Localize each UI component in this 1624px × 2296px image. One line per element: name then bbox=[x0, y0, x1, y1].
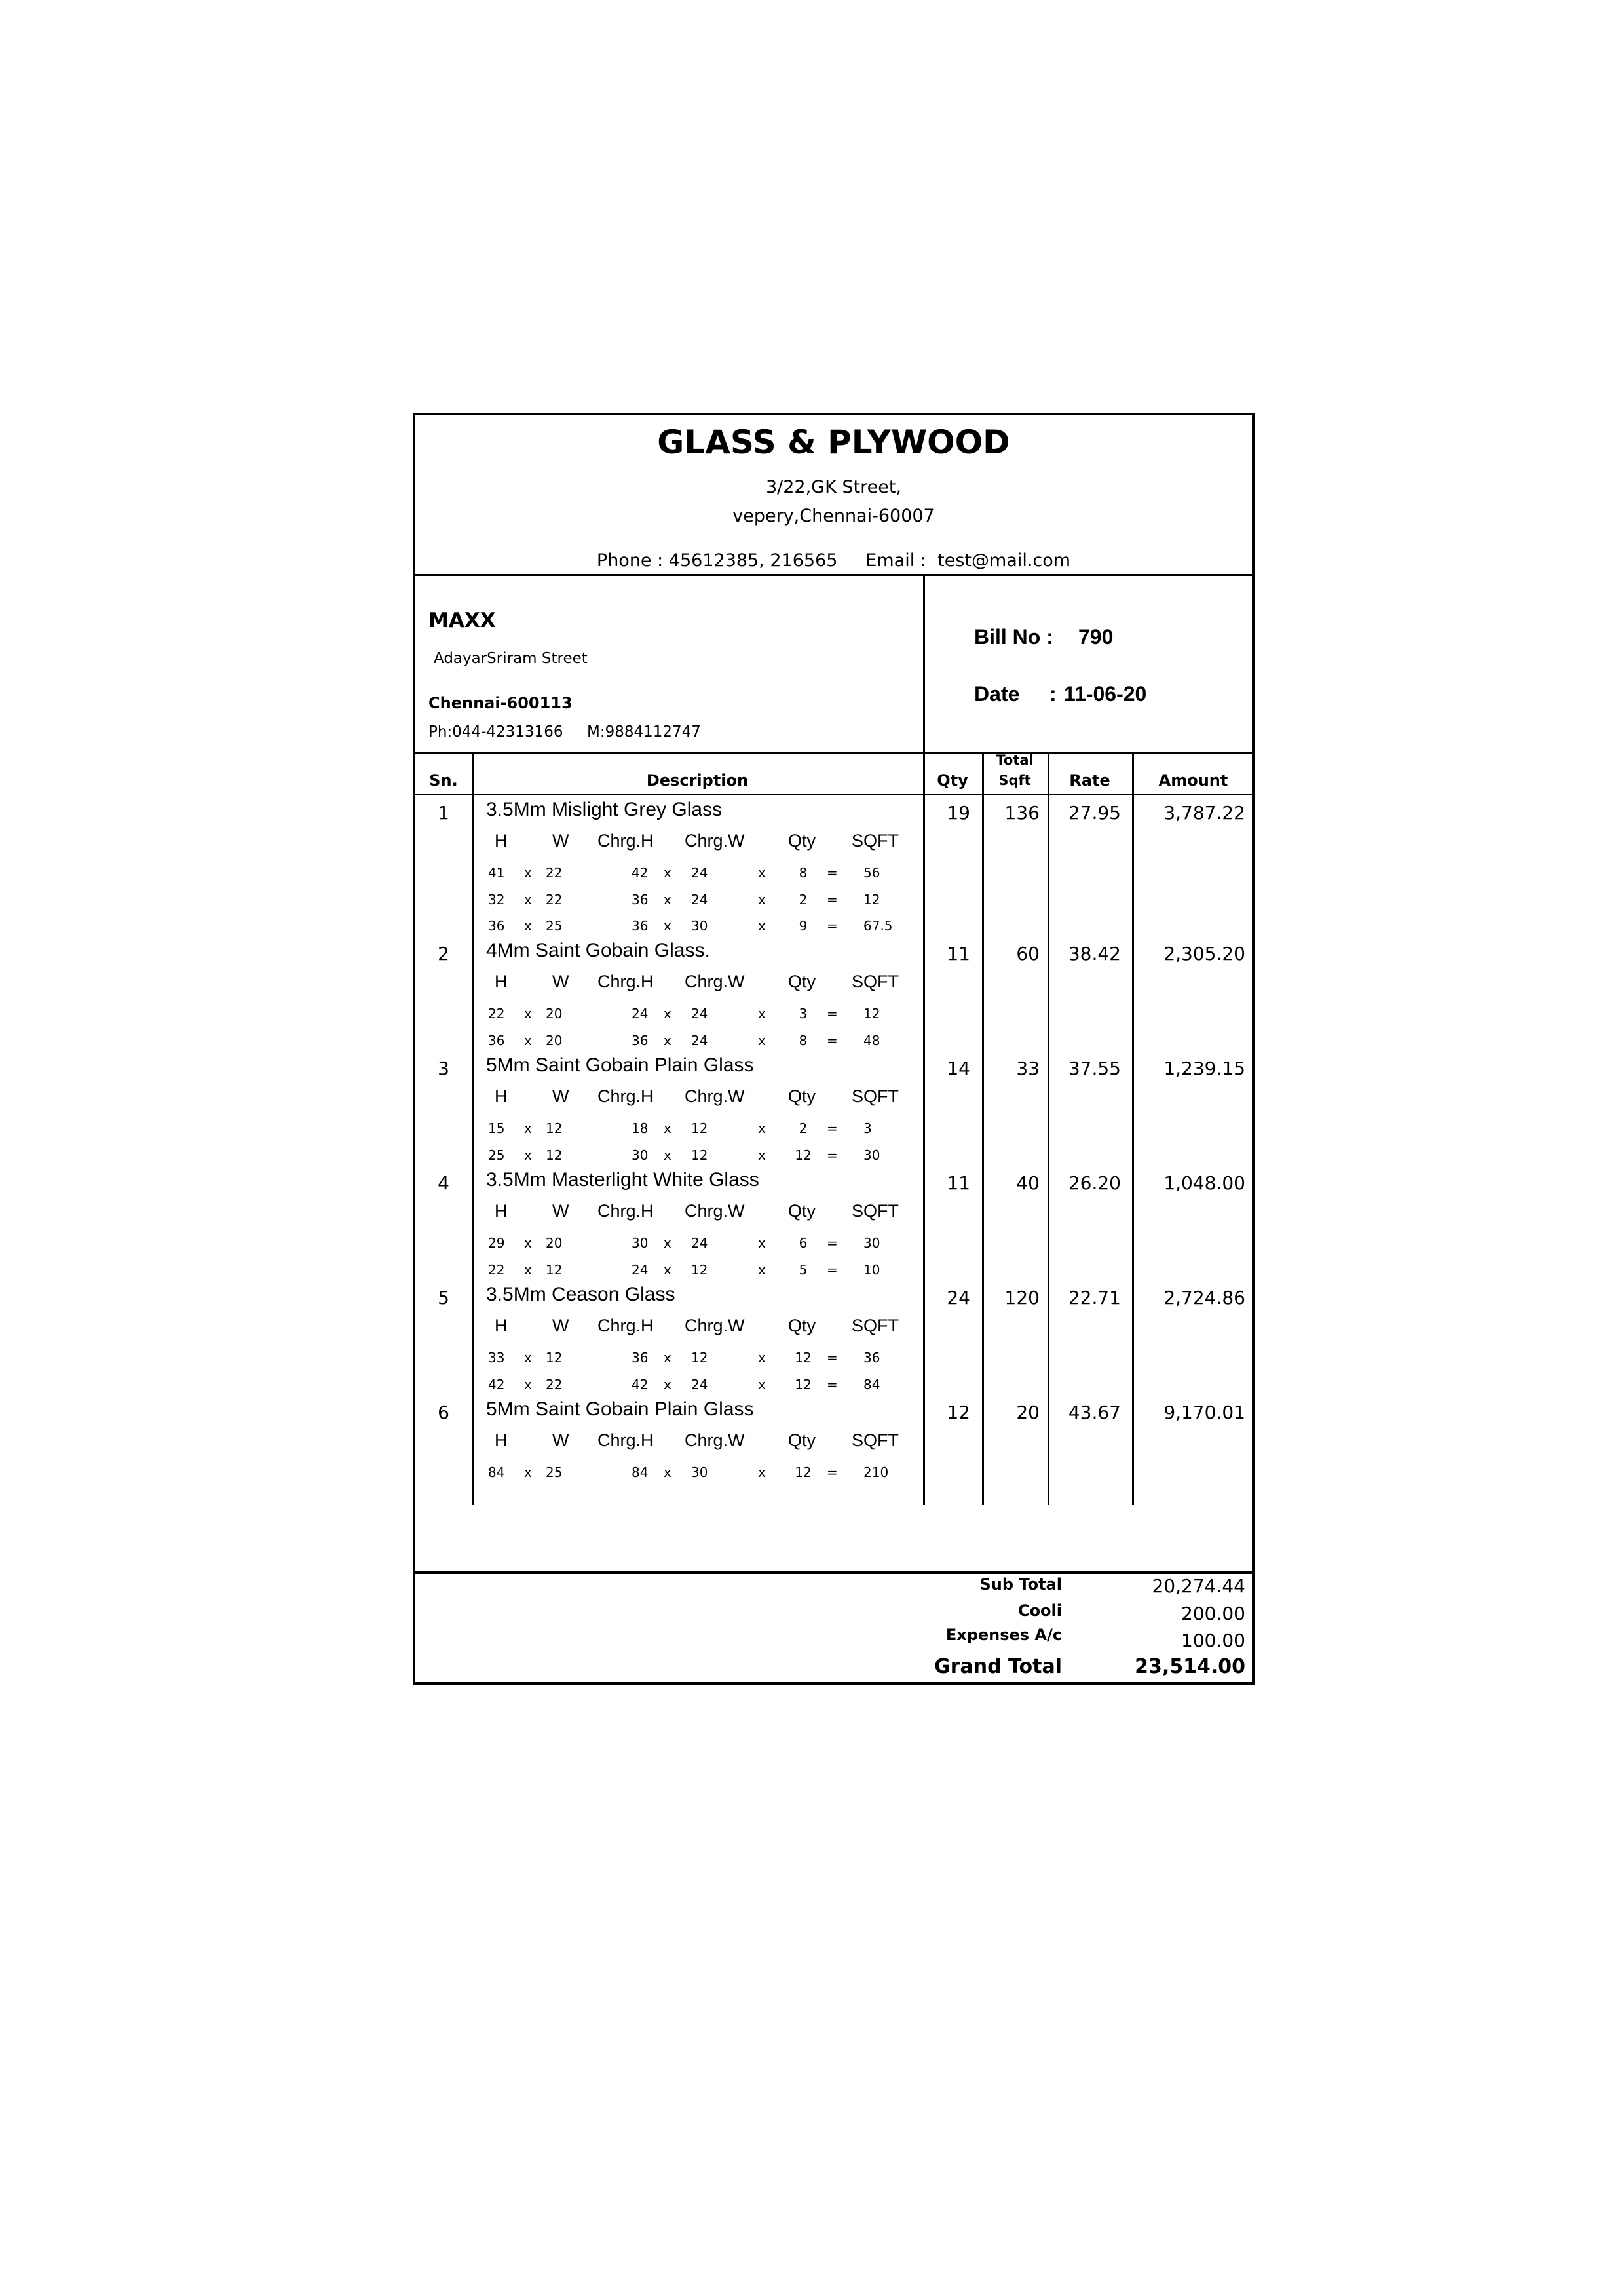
equals-sign: = bbox=[827, 892, 838, 908]
measure-h: 32 bbox=[488, 892, 505, 908]
subheader-chrg-w: Chrg.W bbox=[685, 831, 745, 851]
measure-sqft: 84 bbox=[863, 1377, 880, 1392]
measure-chrg-w: 12 bbox=[691, 1262, 708, 1278]
equals-sign: = bbox=[827, 1235, 838, 1251]
item-rate: 22.71 bbox=[1068, 1287, 1121, 1309]
times-sign: x bbox=[758, 1262, 766, 1278]
subheader-sqft: SQFT bbox=[852, 1430, 899, 1450]
subheader-sqft: SQFT bbox=[852, 1086, 899, 1106]
customer-phone: Ph:044-42313166 M:9884112747 bbox=[428, 723, 701, 740]
measure-h: 42 bbox=[488, 1377, 505, 1392]
measure-w: 20 bbox=[546, 1006, 563, 1022]
times-sign: x bbox=[524, 1464, 532, 1480]
subheader-chrg-h: Chrg.H bbox=[597, 831, 654, 851]
subheader-sqft: SQFT bbox=[852, 972, 899, 991]
item-rate: 37.55 bbox=[1068, 1058, 1121, 1079]
measure-h: 25 bbox=[488, 1147, 505, 1163]
times-sign: x bbox=[664, 1033, 671, 1048]
times-sign: x bbox=[524, 1120, 532, 1136]
item-qty: 14 bbox=[947, 1058, 970, 1079]
times-sign: x bbox=[524, 1350, 532, 1366]
measure-sqft: 30 bbox=[863, 1235, 880, 1251]
measure-chrg-w: 24 bbox=[691, 892, 708, 908]
subheader-qty: Qty bbox=[788, 831, 816, 851]
subheader-h: H bbox=[495, 1201, 508, 1221]
subheader-w: W bbox=[552, 1201, 569, 1221]
customer-city: Chennai-600113 bbox=[428, 694, 573, 712]
measure-w: 22 bbox=[546, 1377, 563, 1392]
bill-date: 11-06-20 bbox=[1064, 682, 1147, 706]
item-rate: 27.95 bbox=[1068, 802, 1121, 824]
equals-sign: = bbox=[827, 865, 838, 881]
subheader-w: W bbox=[552, 1430, 569, 1450]
times-sign: x bbox=[758, 892, 766, 908]
header-total-sqft-line1: Total bbox=[996, 752, 1034, 768]
header-divider bbox=[415, 574, 1252, 576]
subheader-chrg-w: Chrg.W bbox=[685, 1201, 745, 1221]
measure-w: 20 bbox=[546, 1235, 563, 1251]
measure-sqft: 67.5 bbox=[863, 918, 893, 934]
subheader-w: W bbox=[552, 972, 569, 991]
measure-chrg-h: 30 bbox=[632, 1235, 649, 1251]
measure-chrg-h: 36 bbox=[632, 1033, 649, 1048]
item-total-sqft: 60 bbox=[1016, 943, 1040, 965]
header-amount: Amount bbox=[1158, 771, 1228, 790]
measure-w: 22 bbox=[546, 892, 563, 908]
sub-total-value: 20,274.44 bbox=[1152, 1575, 1245, 1597]
times-sign: x bbox=[664, 892, 671, 908]
header-description: Description bbox=[646, 771, 749, 790]
measure-w: 25 bbox=[546, 1464, 563, 1480]
cooli-value: 200.00 bbox=[1181, 1603, 1245, 1624]
subheader-chrg-w: Chrg.W bbox=[685, 1086, 745, 1106]
equals-sign: = bbox=[827, 1464, 838, 1480]
item-amount: 2,305.20 bbox=[1163, 943, 1245, 965]
times-sign: x bbox=[664, 1006, 671, 1022]
times-sign: x bbox=[758, 1350, 766, 1366]
invoice bbox=[413, 413, 1255, 1685]
measure-chrg-h: 30 bbox=[632, 1147, 649, 1163]
times-sign: x bbox=[664, 1235, 671, 1251]
grand-total-value: 23,514.00 bbox=[1135, 1655, 1245, 1678]
measure-sqft: 30 bbox=[863, 1147, 880, 1163]
measure-w: 22 bbox=[546, 865, 563, 881]
measure-sqft: 12 bbox=[863, 1006, 880, 1022]
subheader-h: H bbox=[495, 1086, 508, 1106]
subheader-w: W bbox=[552, 831, 569, 851]
table-header-divider bbox=[415, 794, 1252, 795]
times-sign: x bbox=[664, 865, 671, 881]
subheader-chrg-h: Chrg.H bbox=[597, 972, 654, 991]
times-sign: x bbox=[664, 1147, 671, 1163]
measure-qty: 3 bbox=[799, 1006, 808, 1022]
item-description: 5Mm Saint Gobain Plain Glass bbox=[486, 1398, 754, 1420]
column-line-qty bbox=[982, 752, 984, 1505]
measure-chrg-h: 36 bbox=[632, 1350, 649, 1366]
measure-chrg-w: 24 bbox=[691, 1377, 708, 1392]
measure-chrg-w: 12 bbox=[691, 1120, 708, 1136]
measure-w: 12 bbox=[546, 1262, 563, 1278]
column-line-sn bbox=[472, 752, 474, 1505]
times-sign: x bbox=[758, 1464, 766, 1480]
item-description: 3.5Mm Mislight Grey Glass bbox=[486, 799, 723, 820]
item-sn: 2 bbox=[438, 943, 449, 965]
measure-h: 29 bbox=[488, 1235, 505, 1251]
measure-h: 36 bbox=[488, 1033, 505, 1048]
item-qty: 24 bbox=[947, 1287, 970, 1309]
times-sign: x bbox=[664, 918, 671, 934]
measure-chrg-w: 12 bbox=[691, 1350, 708, 1366]
column-line-description bbox=[923, 752, 925, 1505]
times-sign: x bbox=[758, 1377, 766, 1392]
column-line-rate bbox=[1132, 752, 1134, 1505]
measure-h: 33 bbox=[488, 1350, 505, 1366]
subheader-chrg-h: Chrg.H bbox=[597, 1316, 654, 1335]
item-rate: 38.42 bbox=[1068, 943, 1121, 965]
measure-w: 25 bbox=[546, 918, 563, 934]
header-rate: Rate bbox=[1069, 771, 1110, 790]
measure-sqft: 3 bbox=[863, 1120, 872, 1136]
measure-qty: 5 bbox=[799, 1262, 808, 1278]
customer-street: AdayarSriram Street bbox=[434, 650, 588, 667]
measure-chrg-h: 42 bbox=[632, 1377, 649, 1392]
company-address-line1: 3/22,GK Street, bbox=[765, 477, 902, 497]
subheader-chrg-h: Chrg.H bbox=[597, 1086, 654, 1106]
item-total-sqft: 33 bbox=[1016, 1058, 1040, 1079]
equals-sign: = bbox=[827, 1262, 838, 1278]
times-sign: x bbox=[758, 1235, 766, 1251]
bill-number: 790 bbox=[1078, 625, 1114, 649]
item-amount: 1,048.00 bbox=[1163, 1172, 1245, 1194]
times-sign: x bbox=[524, 918, 532, 934]
item-sn: 5 bbox=[438, 1287, 449, 1309]
item-qty: 19 bbox=[947, 802, 970, 824]
bill-date-label: Date bbox=[974, 682, 1020, 706]
measure-qty: 8 bbox=[799, 1033, 808, 1048]
item-sn: 3 bbox=[438, 1058, 449, 1079]
item-sn: 4 bbox=[438, 1172, 449, 1194]
measure-qty: 8 bbox=[799, 865, 808, 881]
measure-chrg-w: 30 bbox=[691, 1464, 708, 1480]
subheader-h: H bbox=[495, 831, 508, 851]
measure-chrg-h: 42 bbox=[632, 865, 649, 881]
subheader-chrg-h: Chrg.H bbox=[597, 1430, 654, 1450]
measure-chrg-w: 24 bbox=[691, 1006, 708, 1022]
item-amount: 1,239.15 bbox=[1163, 1058, 1245, 1079]
equals-sign: = bbox=[827, 1147, 838, 1163]
item-total-sqft: 136 bbox=[1004, 802, 1040, 824]
measure-chrg-h: 36 bbox=[632, 918, 649, 934]
cooli-label: Cooli bbox=[1017, 1601, 1062, 1620]
measure-qty: 12 bbox=[795, 1147, 812, 1163]
measure-chrg-w: 24 bbox=[691, 1235, 708, 1251]
measure-qty: 12 bbox=[795, 1350, 812, 1366]
subheader-qty: Qty bbox=[788, 1316, 816, 1335]
times-sign: x bbox=[664, 1262, 671, 1278]
subheader-sqft: SQFT bbox=[852, 1316, 899, 1335]
subheader-h: H bbox=[495, 972, 508, 991]
times-sign: x bbox=[524, 1147, 532, 1163]
measure-qty: 12 bbox=[795, 1464, 812, 1480]
expenses-label: Expenses A/c bbox=[945, 1626, 1062, 1644]
subheader-sqft: SQFT bbox=[852, 831, 899, 851]
measure-chrg-w: 24 bbox=[691, 1033, 708, 1048]
subheader-chrg-w: Chrg.W bbox=[685, 972, 745, 991]
measure-chrg-w: 30 bbox=[691, 918, 708, 934]
company-name: GLASS & PLYWOOD bbox=[657, 423, 1010, 461]
times-sign: x bbox=[758, 1147, 766, 1163]
times-sign: x bbox=[524, 892, 532, 908]
equals-sign: = bbox=[827, 1120, 838, 1136]
measure-h: 22 bbox=[488, 1262, 505, 1278]
times-sign: x bbox=[664, 1350, 671, 1366]
item-sn: 6 bbox=[438, 1402, 449, 1423]
customer-bill-divider bbox=[923, 574, 925, 752]
measure-chrg-h: 18 bbox=[632, 1120, 649, 1136]
item-amount: 3,787.22 bbox=[1163, 802, 1245, 824]
times-sign: x bbox=[758, 918, 766, 934]
measure-sqft: 48 bbox=[863, 1033, 880, 1048]
item-description: 3.5Mm Masterlight White Glass bbox=[486, 1169, 759, 1191]
measure-sqft: 12 bbox=[863, 892, 880, 908]
item-rate: 26.20 bbox=[1068, 1172, 1121, 1194]
times-sign: x bbox=[524, 1033, 532, 1048]
item-rate: 43.67 bbox=[1068, 1402, 1121, 1423]
measure-chrg-h: 84 bbox=[632, 1464, 649, 1480]
item-total-sqft: 40 bbox=[1016, 1172, 1040, 1194]
times-sign: x bbox=[758, 1033, 766, 1048]
item-qty: 11 bbox=[947, 1172, 970, 1194]
company-contact: Phone : 45612385, 216565 Email : test@mail.com bbox=[596, 550, 1071, 571]
grand-total-label: Grand Total bbox=[934, 1655, 1062, 1678]
times-sign: x bbox=[664, 1120, 671, 1136]
sub-total-label: Sub Total bbox=[979, 1575, 1062, 1594]
measure-h: 41 bbox=[488, 865, 505, 881]
item-description: 3.5Mm Ceason Glass bbox=[486, 1284, 675, 1305]
subheader-qty: Qty bbox=[788, 1201, 816, 1221]
measure-h: 84 bbox=[488, 1464, 505, 1480]
times-sign: x bbox=[524, 1262, 532, 1278]
measure-w: 12 bbox=[546, 1120, 563, 1136]
measure-chrg-w: 12 bbox=[691, 1147, 708, 1163]
measure-sqft: 10 bbox=[863, 1262, 880, 1278]
expenses-value: 100.00 bbox=[1181, 1630, 1245, 1651]
subheader-w: W bbox=[552, 1316, 569, 1335]
item-sn: 1 bbox=[438, 802, 449, 824]
bill-date-separator: : bbox=[1049, 682, 1057, 706]
measure-qty: 6 bbox=[799, 1235, 808, 1251]
measure-h: 15 bbox=[488, 1120, 505, 1136]
item-amount: 9,170.01 bbox=[1163, 1402, 1245, 1423]
subheader-h: H bbox=[495, 1430, 508, 1450]
item-amount: 2,724.86 bbox=[1163, 1287, 1245, 1309]
times-sign: x bbox=[758, 1120, 766, 1136]
measure-chrg-h: 36 bbox=[632, 892, 649, 908]
measure-sqft: 56 bbox=[863, 865, 880, 881]
company-address-line2: vepery,Chennai-60007 bbox=[732, 506, 935, 526]
subheader-qty: Qty bbox=[788, 972, 816, 991]
subheader-qty: Qty bbox=[788, 1086, 816, 1106]
header-sn: Sn. bbox=[429, 771, 458, 790]
subheader-sqft: SQFT bbox=[852, 1201, 899, 1221]
measure-qty: 9 bbox=[799, 918, 808, 934]
subheader-chrg-h: Chrg.H bbox=[597, 1201, 654, 1221]
header-qty: Qty bbox=[937, 771, 968, 790]
measure-chrg-w: 24 bbox=[691, 865, 708, 881]
subheader-chrg-w: Chrg.W bbox=[685, 1316, 745, 1335]
measure-sqft: 210 bbox=[863, 1464, 889, 1480]
times-sign: x bbox=[524, 1377, 532, 1392]
times-sign: x bbox=[524, 865, 532, 881]
subheader-qty: Qty bbox=[788, 1430, 816, 1450]
measure-qty: 2 bbox=[799, 1120, 808, 1136]
item-total-sqft: 120 bbox=[1004, 1287, 1040, 1309]
subheader-w: W bbox=[552, 1086, 569, 1106]
times-sign: x bbox=[758, 1006, 766, 1022]
item-description: 5Mm Saint Gobain Plain Glass bbox=[486, 1054, 754, 1076]
equals-sign: = bbox=[827, 918, 838, 934]
measure-qty: 2 bbox=[799, 892, 808, 908]
item-qty: 12 bbox=[947, 1402, 970, 1423]
measure-chrg-h: 24 bbox=[632, 1262, 649, 1278]
equals-sign: = bbox=[827, 1377, 838, 1392]
equals-sign: = bbox=[827, 1006, 838, 1022]
times-sign: x bbox=[758, 865, 766, 881]
measure-chrg-h: 24 bbox=[632, 1006, 649, 1022]
times-sign: x bbox=[664, 1377, 671, 1392]
measure-sqft: 36 bbox=[863, 1350, 880, 1366]
bill-number-label: Bill No : bbox=[974, 625, 1053, 649]
measure-h: 36 bbox=[488, 918, 505, 934]
times-sign: x bbox=[664, 1464, 671, 1480]
item-description: 4Mm Saint Gobain Glass. bbox=[486, 940, 710, 961]
times-sign: x bbox=[524, 1006, 532, 1022]
item-total-sqft: 20 bbox=[1016, 1402, 1040, 1423]
column-line-sqft bbox=[1048, 752, 1049, 1505]
measure-w: 12 bbox=[546, 1350, 563, 1366]
measure-w: 12 bbox=[546, 1147, 563, 1163]
measure-h: 22 bbox=[488, 1006, 505, 1022]
item-qty: 11 bbox=[947, 943, 970, 965]
customer-name: MAXX bbox=[428, 609, 496, 632]
equals-sign: = bbox=[827, 1033, 838, 1048]
header-total-sqft-line2: Sqft bbox=[998, 773, 1031, 788]
totals-divider bbox=[415, 1571, 1252, 1574]
measure-qty: 12 bbox=[795, 1377, 812, 1392]
equals-sign: = bbox=[827, 1350, 838, 1366]
subheader-h: H bbox=[495, 1316, 508, 1335]
subheader-chrg-w: Chrg.W bbox=[685, 1430, 745, 1450]
times-sign: x bbox=[524, 1235, 532, 1251]
table-top-divider bbox=[415, 752, 1252, 754]
measure-w: 20 bbox=[546, 1033, 563, 1048]
